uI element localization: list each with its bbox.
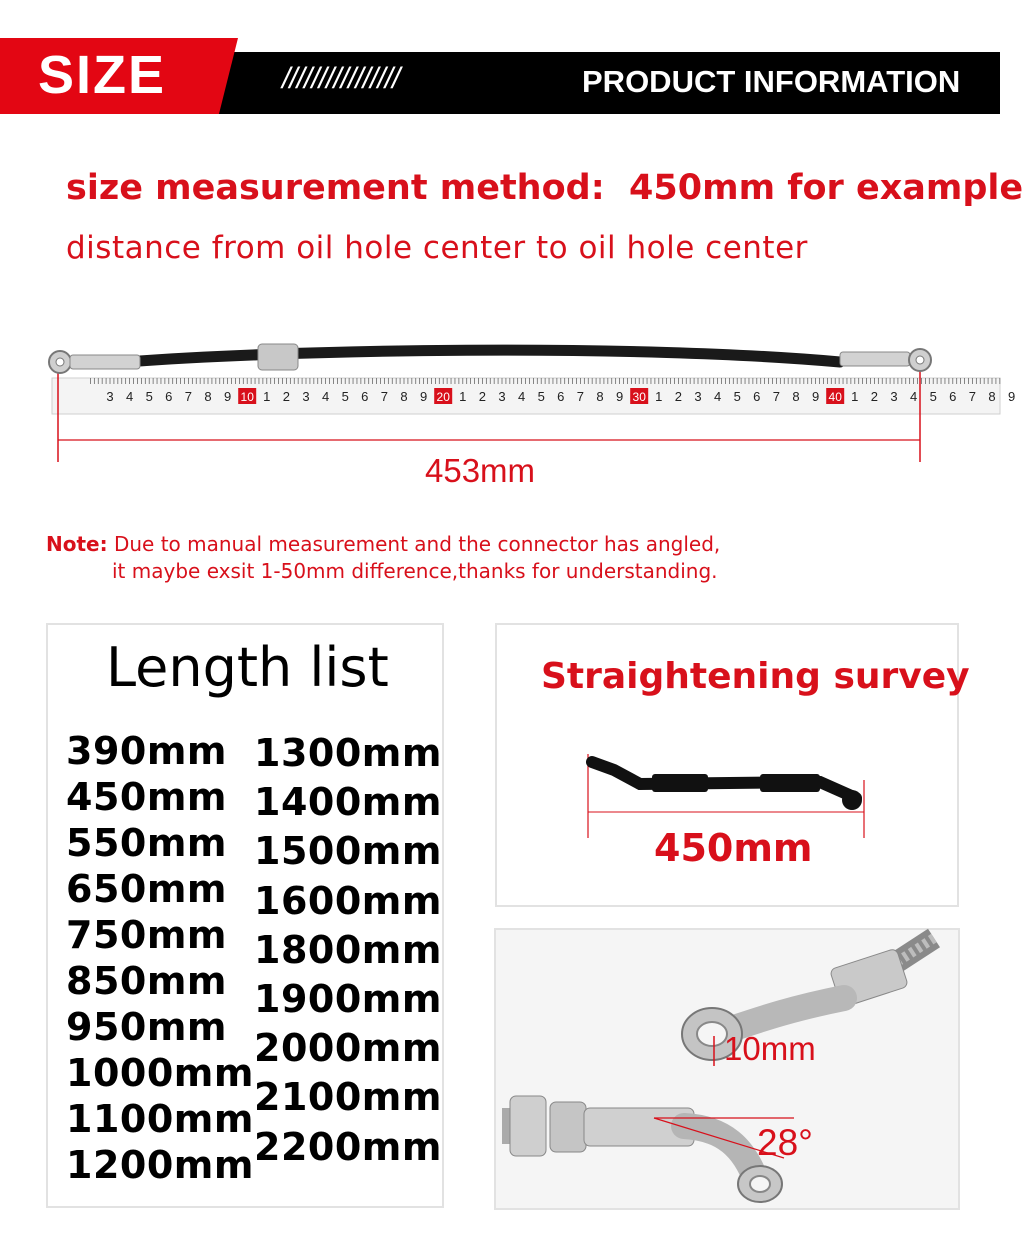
- ruler-digit: 3: [498, 389, 506, 404]
- ruler-digit: 9: [419, 389, 428, 404]
- ruler-digit: 8: [204, 389, 212, 404]
- ruler-digit: 6: [557, 389, 565, 404]
- ruler-digit: 20: [436, 390, 450, 404]
- ruler-digit: 30: [632, 390, 646, 404]
- measurement-method-description: distance from oil hole center to oil hole center: [66, 230, 808, 266]
- ruler-digit: 8: [988, 389, 996, 404]
- decorative-slashes: ////////////////: [282, 62, 400, 95]
- ruler-digit: 8: [400, 389, 408, 404]
- ruler-digit: 6: [361, 389, 369, 404]
- ruler-digit: 3: [106, 389, 114, 404]
- length-option: 1600mm: [254, 878, 442, 923]
- ruler-digit: 9: [223, 389, 232, 404]
- ruler-digit: 9: [811, 389, 820, 404]
- ruler-digit: 5: [929, 389, 937, 404]
- length-option: 1000mm: [66, 1051, 254, 1095]
- ruler-digit: 4: [713, 389, 722, 404]
- ruler-digit: 1: [851, 389, 859, 404]
- ruler-digit: 4: [909, 389, 918, 404]
- length-option: 950mm: [66, 1005, 228, 1049]
- bore-diameter-label: 10mm: [724, 1030, 816, 1067]
- ruler-digit: 2: [478, 389, 487, 404]
- length-option: 450mm: [66, 775, 228, 819]
- ruler-digit: 3: [302, 389, 310, 404]
- connector-detail-image: [494, 928, 960, 1210]
- length-list-title: Length list: [106, 636, 389, 699]
- ruler-digit: 6: [165, 389, 173, 404]
- length-option: 1800mm: [254, 927, 442, 972]
- ruler-digit: 2: [674, 389, 683, 404]
- ruler-digit: 2: [870, 389, 879, 404]
- ruler-digit: 5: [145, 389, 153, 404]
- length-option: 1500mm: [254, 829, 442, 874]
- ruler-digit: 7: [380, 389, 389, 404]
- length-option: 1900mm: [254, 976, 442, 1021]
- note-label: Note:: [46, 532, 108, 556]
- note-text-1: Due to manual measurement and the connector has angled,: [113, 532, 721, 556]
- length-option: 750mm: [66, 913, 228, 957]
- note-line-1: [46, 532, 720, 556]
- ruler-digit: 3: [890, 389, 898, 404]
- ruler-digit: 9: [615, 389, 624, 404]
- straightening-survey-title: Straightening survey: [541, 656, 970, 697]
- connector-angle-label: 28°: [757, 1122, 813, 1163]
- note-line-2: it maybe exsit 1-50mm difference,thanks for understanding.: [112, 559, 718, 583]
- ruler-digit: 3: [694, 389, 702, 404]
- ruler-digit: 9: [1007, 389, 1016, 404]
- ruler-digit: 4: [321, 389, 330, 404]
- ruler-digit: 8: [596, 389, 604, 404]
- ruler-digit: 6: [753, 389, 761, 404]
- length-option: 2100mm: [254, 1075, 442, 1120]
- straightened-hose-diagram: [580, 740, 880, 840]
- length-option: 1100mm: [66, 1097, 254, 1141]
- size-badge-label: SIZE: [38, 45, 167, 105]
- length-option: 550mm: [66, 821, 228, 865]
- length-option: 1300mm: [254, 731, 442, 775]
- measurement-method-title: size measurement method: 450mm for example: [66, 168, 1023, 208]
- ruler-digit: 6: [949, 389, 957, 404]
- length-option: 390mm: [66, 729, 228, 773]
- ruler-digit: 7: [576, 389, 585, 404]
- hose-with-ruler-image: [40, 330, 1016, 470]
- ruler-digit: 7: [184, 389, 193, 404]
- length-option: 850mm: [66, 959, 228, 1003]
- ruler-digit: 5: [341, 389, 349, 404]
- ruler-digit: 40: [828, 390, 842, 404]
- ruler-digit: 2: [282, 389, 291, 404]
- length-option: 650mm: [66, 867, 228, 911]
- length-list-column-1: [66, 728, 254, 1188]
- straightening-survey-value: 450mm: [654, 826, 813, 870]
- length-option: 1400mm: [254, 780, 442, 825]
- ruler-digit: 10: [240, 390, 254, 404]
- ruler-digit: 4: [517, 389, 526, 404]
- ruler-digit: 7: [968, 389, 977, 404]
- ruler-digit: 4: [125, 389, 134, 404]
- length-option: 2200mm: [254, 1124, 442, 1169]
- ruler-digit: 1: [655, 389, 663, 404]
- product-information-title: PRODUCT INFORMATION: [582, 64, 961, 99]
- ruler-digit: 8: [792, 389, 800, 404]
- ruler-digit: 1: [263, 389, 271, 404]
- ruler-digit: 5: [537, 389, 545, 404]
- ruler-digit: 1: [459, 389, 467, 404]
- measured-length-label: 453mm: [425, 452, 536, 489]
- ruler-digit: 5: [733, 389, 741, 404]
- length-option: 2000mm: [254, 1026, 442, 1071]
- length-list-column-2: [254, 729, 442, 1172]
- length-option: 1200mm: [66, 1143, 254, 1187]
- ruler-digit: 7: [772, 389, 781, 404]
